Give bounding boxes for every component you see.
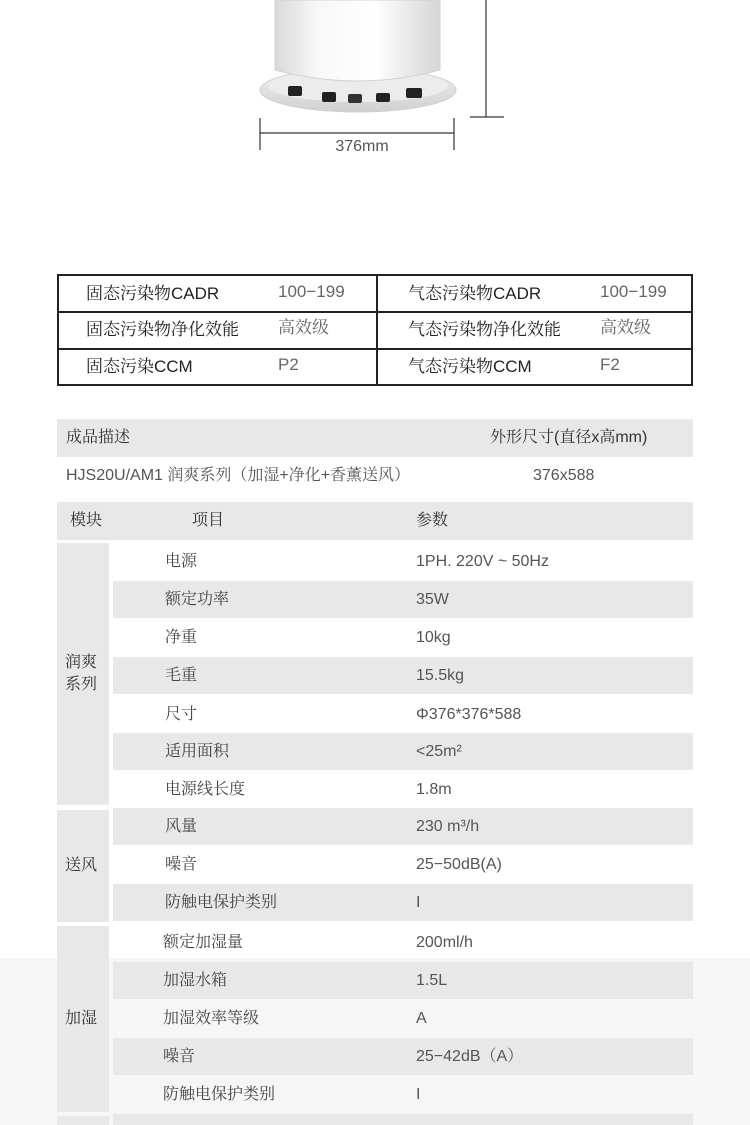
pollutant-label: 固态污染物净化效能	[86, 320, 239, 339]
product-row	[57, 457, 693, 495]
spec-value: 10kg	[416, 629, 451, 646]
spec-row	[113, 543, 693, 580]
spec-item: 毛重	[165, 667, 198, 684]
pollutant-label: 气态污染物CCM	[408, 357, 532, 376]
spec-item: 加湿效率等级	[163, 1010, 260, 1027]
product-name: HJS20U/AM1 润爽系列（加湿+净化+香薰送风）	[66, 467, 411, 484]
spec-value: 25−42dB（A）	[416, 1048, 524, 1065]
spec-row	[113, 1076, 693, 1113]
spec-row	[113, 962, 693, 999]
spec-value: I	[416, 1086, 421, 1103]
spec-item: 电源	[165, 553, 198, 570]
spec-item: 尺寸	[165, 706, 198, 723]
pollutant-label: 固态污染CCM	[86, 357, 193, 376]
spec-row	[113, 657, 693, 694]
spec-row	[113, 1038, 693, 1075]
item-column-header: 项目	[192, 512, 225, 529]
spec-value: 200ml/h	[416, 934, 473, 951]
spec-row	[113, 619, 693, 656]
spec-item: 防触电保护类别	[165, 894, 278, 911]
pollutant-value: F2	[600, 355, 620, 374]
spec-value: <25m²	[416, 743, 462, 760]
pollutant-value: 100−199	[278, 282, 345, 301]
product-desc-header: 成品描述	[66, 429, 131, 446]
spec-item: 噪音	[165, 856, 198, 873]
spec-value: 35W	[416, 591, 449, 608]
module-cell: 润爽 系列	[57, 543, 109, 805]
pollutant-value: 100−199	[600, 282, 667, 301]
spec-value: 1PH. 220V ~ 50Hz	[416, 553, 549, 570]
module-cell: 送风	[57, 810, 109, 922]
spec-header	[57, 419, 693, 457]
module-cell: 加湿	[57, 926, 109, 1112]
spec-item: 适用面积	[165, 743, 230, 760]
spec-item: 额定功率	[165, 591, 230, 608]
width-dimension-label: 376mm	[335, 138, 389, 155]
pollutant-value: 高效级	[600, 318, 651, 337]
table-divider	[376, 276, 378, 384]
pollutant-label: 气态污染物CADR	[408, 284, 542, 303]
spec-value: 25−50dB(A)	[416, 856, 502, 873]
size-header: 外形尺寸(直径x高mm)	[490, 429, 648, 446]
spec-value: 1.8m	[416, 781, 452, 798]
spec-item: 防触电保护类别	[163, 1086, 276, 1103]
param-column-header: 参数	[416, 512, 449, 529]
pollutant-value: P2	[278, 355, 299, 374]
spec-item: 噪音	[163, 1048, 196, 1065]
spec-item: 加湿水箱	[163, 972, 228, 989]
module-column-header: 模块	[70, 512, 103, 529]
product-size: 376x588	[533, 467, 595, 484]
spec-row	[113, 808, 693, 845]
pollutant-value: 高效级	[278, 318, 329, 337]
column-header	[57, 502, 693, 540]
spec-value: Φ376*376*588	[416, 706, 522, 723]
spec-item: 额定加湿量	[163, 934, 244, 951]
module-cell-partial	[57, 1116, 109, 1125]
spec-value: I	[416, 894, 421, 911]
spec-item: 净重	[165, 629, 198, 646]
spec-row	[113, 581, 693, 618]
spec-row	[113, 733, 693, 770]
spec-row	[113, 1000, 693, 1037]
spec-row	[113, 846, 693, 883]
spec-value: A	[416, 1010, 427, 1027]
spec-row	[113, 696, 693, 733]
spec-row-partial	[113, 1114, 693, 1125]
product-illustration	[0, 0, 750, 170]
spec-row	[113, 884, 693, 921]
pollutant-label: 气态污染物净化效能	[408, 320, 561, 339]
spec-value: 1.5L	[416, 972, 448, 989]
spec-value: 230 m³/h	[416, 818, 480, 835]
spec-row	[113, 924, 693, 961]
pollutant-table	[57, 274, 693, 386]
spec-value: 15.5kg	[416, 667, 465, 684]
spec-item: 电源线长度	[165, 781, 246, 798]
spec-item: 风量	[165, 818, 198, 835]
pollutant-label: 固态污染物CADR	[86, 284, 220, 303]
spec-row	[113, 771, 693, 808]
